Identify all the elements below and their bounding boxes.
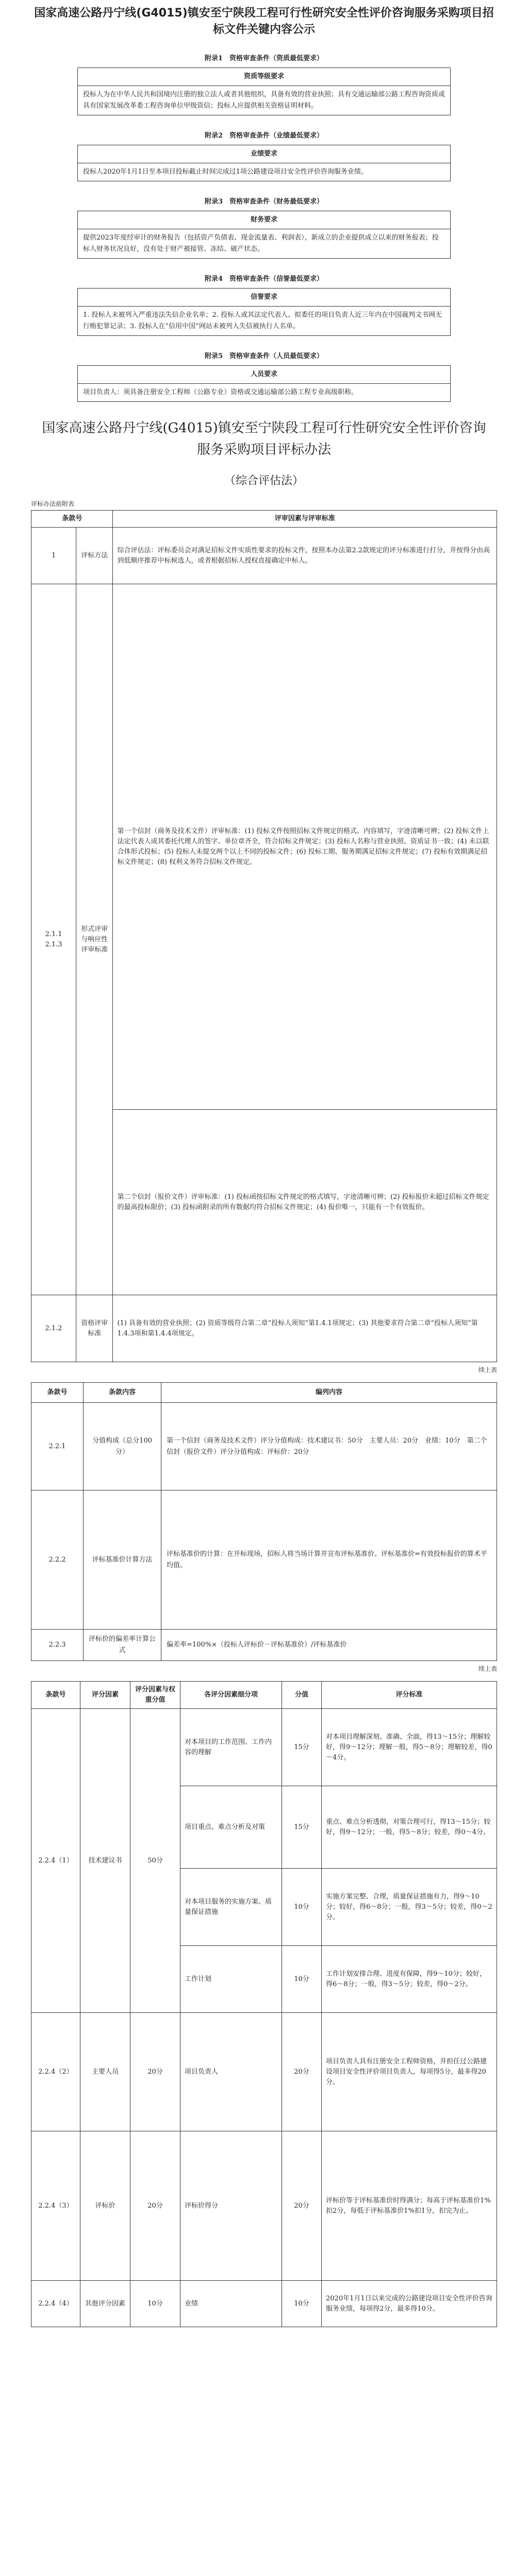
clause-name: 评标方法 — [76, 528, 113, 584]
main-subtitle: （综合评估法） — [224, 474, 304, 487]
attachment-table-title: 财务要求 — [78, 211, 451, 229]
table-row — [31, 2281, 497, 2327]
table-row — [31, 584, 497, 1110]
sub-item: 项目重点、难点分析及对策 — [180, 1786, 282, 1869]
table-row — [31, 1403, 497, 1490]
sub-item: 对本项目的工作范围、工作内容的理解 — [180, 1709, 282, 1786]
evaluation-table-2 — [31, 1382, 497, 1661]
score-standard: 实施方案完整、合理，质量保证措施有力，得9～10分；较好，得6～8分；一般，得3～5分；较差，得0～2分。 — [322, 1869, 497, 1946]
table-row — [31, 1490, 497, 1630]
table-row — [31, 2013, 497, 2131]
clause-no: 2.1.2 — [31, 1295, 76, 1362]
attachment-2 — [77, 130, 451, 181]
evaluation-table-1 — [31, 510, 497, 1362]
sub-item: 工作计划 — [180, 1946, 282, 2013]
attachment-heading: 附录2 资格审查条件（业绩最低要求） — [204, 132, 324, 140]
attachment-table-title: 资质等级要求 — [78, 68, 451, 86]
col-header: 评审因素与评审标准 — [113, 511, 497, 528]
attachment-heading: 附录5 资格审查条件（人员最低要求） — [204, 352, 324, 360]
attachment-1 — [77, 53, 451, 115]
attachment-table — [77, 365, 451, 402]
table-row — [31, 528, 497, 584]
clause-no: 2.2.3 — [31, 1630, 84, 1661]
col-header: 各评分因素细分项 — [180, 1682, 282, 1709]
clause-name: 评标价的偏差率计算公式 — [84, 1630, 161, 1661]
attachment-table-title: 业绩要求 — [78, 145, 451, 163]
sub-score: 20分 — [282, 2013, 322, 2131]
clause-text: 第二个信封（报价文件）评审标准：(1) 投标函按招标文件规定的格式填写，字迹清晰可辨；(2) 投标报价未超过招标文件规定的最高投标限价；(3) 投标函附录的所有数据均符合招标文件规定；(4) 报价唯一，只能有一个有效报价。 — [113, 1110, 497, 1295]
clause-text: 第一个信封（商务及技术文件）评审标准：(1) 投标文件按照招标文件规定的格式、内容填写，字迹清晰可辨；(2) 投标文件上法定代表人或其委托代理人的签字、单位章齐全，符合招标文件规定；(3) 投标人名称与营业执照、资质证书一致；(4) 未以联合体形式投标；(5) 投标人未提交两个以上不同的投标文件；(6) 投标工期、服务期满足招标文件规定；(7) 投标有效期满足招标文件规定；(8) 权利义务符合招标文件规定。 — [113, 584, 497, 1110]
clause-no: 2.2.2 — [31, 1490, 84, 1630]
sub-score: 10分 — [282, 1946, 322, 2013]
attachment-3 — [77, 196, 451, 259]
attachment-table-text: 投标人为在中华人民共和国境内注册的独立法人或者其他组织，具备有效的营业执照；具有交通运输部公路工程咨询资质或具有国家发展改革委工程咨询单位甲级资信；投标人应提供相关资格证明材料。 — [78, 86, 451, 115]
evaluation-table-3 — [31, 1681, 497, 2327]
attachment-heading: 附录3 资格审查条件（财务最低要求） — [204, 198, 324, 206]
clause-no: 2.2.1 — [31, 1403, 84, 1490]
attachment-table-text: 项目负责人：须具备注册安全工程师（公路专业）资格或交通运输部公路工程专业高级职称。 — [78, 384, 451, 402]
clause-name: 资格评审标准 — [76, 1295, 113, 1362]
attachment-heading: 附录1 资格审查条件（资质最低要求） — [204, 55, 324, 62]
score-weight: 50分 — [130, 1709, 180, 2013]
clause-no: 2.2.4（2） — [31, 2013, 80, 2131]
attachments-section — [77, 53, 451, 402]
score-factor: 评标价 — [80, 2131, 130, 2281]
score-weight: 20分 — [130, 2131, 180, 2281]
clause-text: 偏差率=100%×（投标人评标价－评标基准价）/评标基准价 — [161, 1630, 497, 1661]
score-weight: 20分 — [130, 2013, 180, 2131]
clause-no: 2.2.4（4） — [31, 2281, 80, 2327]
clause-name: 评标基准价计算方法 — [84, 1490, 161, 1630]
score-factor: 其他评分因素 — [80, 2281, 130, 2327]
score-weight: 10分 — [130, 2281, 180, 2327]
clause-text: (1) 具备有效的营业执照；(2) 资质等级符合第二章“投标人须知”第1.4.1项规定；(3) 其他要求符合第二章“投标人须知”第1.4.3项和第1.4.4项规定。 — [113, 1295, 497, 1362]
sub-item: 评标价得分 — [180, 2131, 282, 2281]
attachment-heading: 附录4 资格审查条件（信誉最低要求） — [204, 275, 324, 283]
continued-note: 续上表 — [478, 1665, 497, 1672]
attachment-4 — [77, 273, 451, 336]
clause-no: 2.2.4（3） — [31, 2131, 80, 2281]
score-standard: 项目负责人具有注册安全工程师资格，并担任过公路建设项目安全性评价项目负责人，每项得5分，最多得20分。 — [322, 2013, 497, 2131]
clause-name: 分值构成（总分100分） — [84, 1403, 161, 1490]
col-header: 条款内容 — [84, 1383, 161, 1403]
col-header: 条款号 — [31, 1682, 80, 1709]
attachment-5 — [77, 350, 451, 402]
col-header: 条款号 — [31, 511, 113, 528]
score-standard: 对本项目理解深刻、准确、全面，得13～15分；理解较好，得9～12分；理解一般，得5～8分；理解较差，得0～4分。 — [322, 1709, 497, 1786]
table-row — [31, 1709, 497, 1786]
clause-name: 形式评审与响应性评审标准 — [76, 584, 113, 1295]
attachment-table-text: 提供2023年度经审计的财务报告（包括资产负债表、现金流量表、利润表），新成立的企业提供成立以来的财务报表；投标人财务状况良好，没有处于财产被接管、冻结、破产状态。 — [78, 229, 451, 259]
attachment-table-text: 投标人2020年1月1日至本项目投标截止时间完成过1项公路建设项目安全性评价咨询服务业绩。 — [78, 163, 451, 181]
sub-score: 15分 — [282, 1709, 322, 1786]
sub-item: 业绩 — [180, 2281, 282, 2327]
col-header: 评分因素 — [80, 1682, 130, 1709]
sub-score: 20分 — [282, 2131, 322, 2281]
clause-text: 第一个信封（商务及技术文件）评分分值构成：技术建议书：50分 主要人员：20分 业绩：10分 第二个信封（报价文件）评分分值构成：评标价：20分 — [161, 1403, 497, 1490]
attachment-table — [77, 211, 451, 259]
clause-no: 2.1.1 2.1.3 — [31, 584, 76, 1295]
clause-no: 1 — [31, 528, 76, 584]
attachment-table-title: 信誉要求 — [78, 289, 451, 307]
attachment-table — [77, 67, 451, 115]
col-header: 分值 — [282, 1682, 322, 1709]
attachment-table — [77, 145, 451, 181]
sub-score: 10分 — [282, 2281, 322, 2327]
score-standard: 评标价等于评标基准价时得满分；每高于评标基准价1%扣2分，每低于评标基准价1%扣1分，扣完为止。 — [322, 2131, 497, 2281]
clause-text: 综合评估法：评标委员会对满足招标文件实质性要求的投标文件，按照本办法第2.2款规定的评分标准进行打分，并按得分由高到低顺序推荐中标候选人，或者根据招标人授权直接确定中标人。 — [113, 528, 497, 584]
score-factor: 主要人员 — [80, 2013, 130, 2131]
score-factor: 技术建议书 — [80, 1709, 130, 2013]
col-header: 编列内容 — [161, 1383, 497, 1403]
sub-item: 项目负责人 — [180, 2013, 282, 2131]
main-title: 国家高速公路丹宁线(G4015)镇安至宁陕段工程可行性研究安全性评价咨询服务采购项目评标办法 — [42, 420, 486, 457]
sub-score: 15分 — [282, 1786, 322, 1869]
sub-item: 对本项目服务的实施方案、质量保证措施 — [180, 1869, 282, 1946]
continued-note: 续上表 — [478, 1366, 497, 1374]
table-caption: 评标办法前附表 — [31, 500, 75, 507]
clause-text: 评标基准价的计算：在开标现场，招标人将当场计算并宣布评标基准价。评标基准价=有效投标报价的算术平均值。 — [161, 1490, 497, 1630]
score-standard: 重点、难点分析透彻，对策合理可行，得13～15分；较好，得9～12分；一般，得5～8分；较差，得0～4分。 — [322, 1786, 497, 1869]
score-standard: 2020年1月1日以来完成的公路建设项目安全性评价咨询服务业绩，每项得2分，最多得10分。 — [322, 2281, 497, 2327]
table-row — [31, 1295, 497, 1362]
sub-score: 10分 — [282, 1869, 322, 1946]
col-header: 评分因素与权重分值 — [130, 1682, 180, 1709]
attachment-table-text: 1. 投标人未被列入严重违法失信企业名单；2. 投标人或其法定代表人、拟委任的项目负责人近三年内在中国裁判文书网无行贿犯罪记录；3. 投标人在“信用中国”网站未被列入失信被执行人名单。 — [78, 307, 451, 336]
clause-no: 2.2.4（1） — [31, 1709, 80, 2013]
col-header: 评分标准 — [322, 1682, 497, 1709]
col-header: 条款号 — [31, 1383, 84, 1403]
page-title: 国家高速公路丹宁线(G4015)镇安至宁陕段工程可行性研究安全性评价咨询服务采购项目招标文件关键内容公示 — [34, 7, 494, 36]
table-row — [31, 1630, 497, 1661]
attachment-table — [77, 288, 451, 336]
table-row — [31, 2131, 497, 2281]
attachment-table-title: 人员要求 — [78, 366, 451, 384]
score-standard: 工作计划安排合理、进度有保障，得9～10分；较好，得6～8分；一般，得3～5分；较差，得0～2分。 — [322, 1946, 497, 2013]
